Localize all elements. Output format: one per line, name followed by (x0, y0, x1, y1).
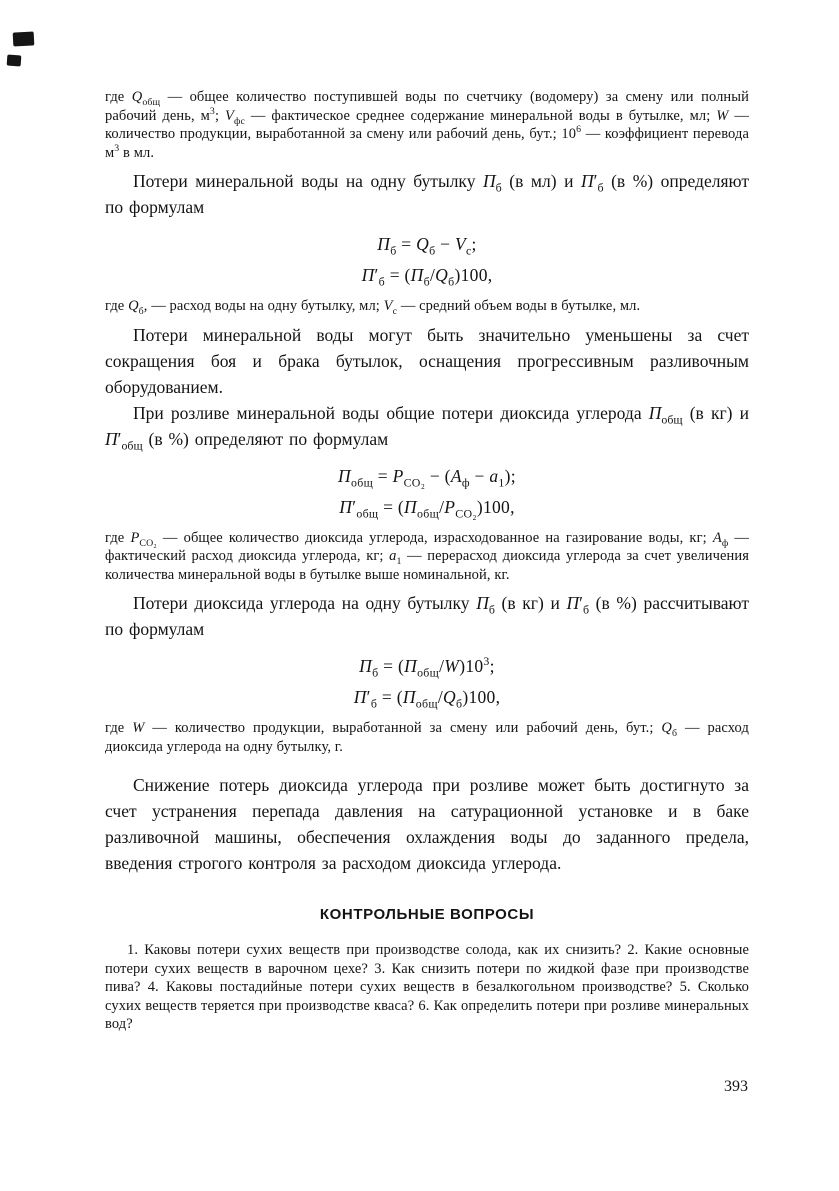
page-number: 393 (724, 1078, 748, 1095)
formula-co2-loss-kg: $П_{общ} = P_{CO_2} - (A_ф - a_1)$; (338, 465, 516, 489)
scan-artifact (13, 31, 35, 46)
scan-artifact (7, 55, 22, 67)
paragraph-co2-losses: При розливе минеральной воды общие потери диоксида углерода $П_{общ}$ (в кг) и $П'_{общ}$ (в %) определяют по формулам (105, 402, 749, 452)
control-questions-text: 1. Каковы потери сухих веществ при производстве солода, как их снизить? 2. Какие основные потери сухих веществ в варочном цехе? 3. Как снизить потери по жидкой фазе при производстве пива? 4. Каковы постадийные потери сухих веществ в безалкогольном производстве? 5. Сколько сухих веществ теряется при производстве кваса? 6. Как определить потери при розливе минеральных вод? (105, 942, 749, 1032)
legend-note-co2: где $P_{CO_2}$ — общее количество диоксида углерода, израсходованное на газирование воды, кг; $A_ф$ — фактический расход диоксида углерода, кг; $a_1$ — перерасход диоксида углерода за счет увеличения количества минеральной воды в бутылке выше номинальной, кг. (105, 529, 750, 583)
formula-bottle-loss-ml: $П_б = Q_б - V_с$; (377, 234, 477, 258)
formula-co2-loss-percent: $П'_{общ} = (П_{общ}/P_{CO_2})100$, (339, 496, 515, 520)
text-block (105, 88, 749, 1034)
formula-co2-per-bottle: $П_б = (П_{общ}/W)10^3$; (359, 654, 495, 680)
paragraph-co2-per-bottle: Потери диоксида углерода на одну бутылку $П_б$ (в кг) и $П'_б$ (в %) рассчитывают по формулам (105, 593, 750, 639)
formula-group-bottle-loss (105, 232, 749, 287)
formula-group-co2-loss (105, 464, 749, 519)
legend-note-bottle: где $Q_б$, — расход воды на одну бутылку, мл; $V_с$ — средний объем воды в бутылке, мл. (105, 298, 641, 317)
paragraph-conclusion: Снижение потерь диоксида углерода при розливе может быть достигнуто за счет устранения перепада давления на сатурационной установке и в баке разливочной машины, обеспечения охлаждения воды до заданного предела, введения строгого контроля за расходом диоксида углерода. (105, 775, 749, 873)
formula-co2-per-bottle-percent: $П'_б = (П_{общ}/Q_б)100$, (353, 687, 501, 711)
formula-bottle-loss-percent: $П'_б = (П_б/Q_б)100$, (361, 265, 493, 289)
paragraph-bottle-losses: Потери минеральной воды на одну бутылку $П_б$ (в мл) и $П'_б$ (в %) определяют по формулам (105, 171, 749, 217)
legend-note-per-bottle: где W — количество продукции, выработанной за смену или рабочий день, бут.; $Q_б$ — расход диоксида углерода на одну бутылку, г. (105, 720, 749, 755)
paragraph-loss-reduction: Потери минеральной воды могут быть значительно уменьшены за счет сокращения боя и брака бутылок, оснащения прогрессивным разливочным оборудованием. (105, 324, 749, 397)
section-heading-control-questions: КОНТРОЛЬНЫЕ ВОПРОСЫ (319, 906, 535, 923)
formula-group-co2-per-bottle (105, 654, 749, 709)
legend-note-water: где $Q_{общ}$ — общее количество поступившей воды по счетчику (водомеру) за смену или полный рабочий день, $м^3$; $V_{фс}$ — фактическое среднее содержание минеральной воды в бутылке, мл; W — количество продукции, выработанной за смену или рабочий день, бут.; $10^6$ — коэффициент перевода $м^3$ в мл. (105, 89, 750, 161)
